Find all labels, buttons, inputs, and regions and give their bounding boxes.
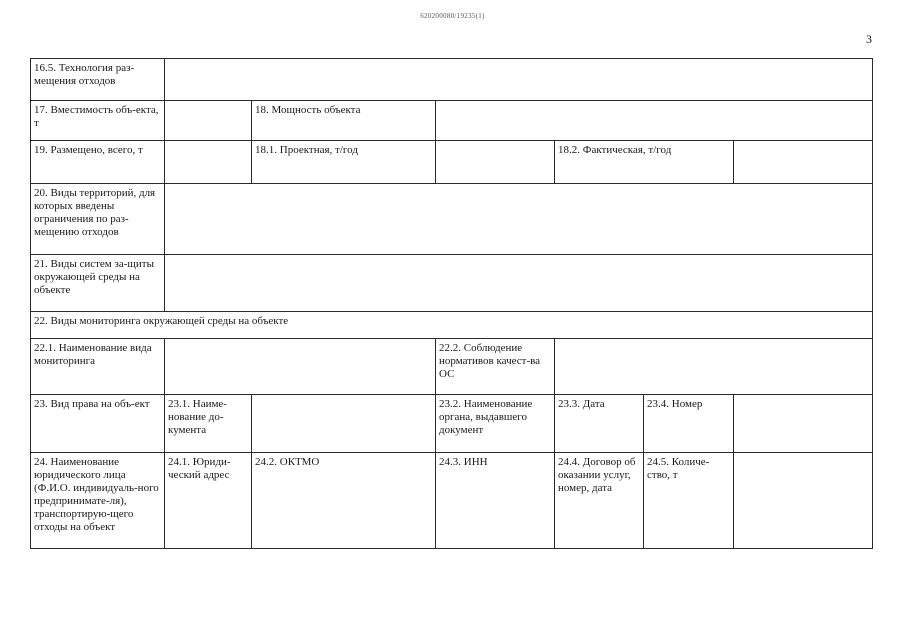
section-heading-22: 22. Виды мониторинга окружающей среды на объекте [31,312,873,339]
field-label-24-1: 24.1. Юриди-ческий адрес [165,453,252,549]
field-label-23-4: 23.4. Номер [644,395,734,453]
field-value-19[interactable] [165,141,252,184]
row-23 [31,395,873,453]
field-value-22-2[interactable] [555,339,873,395]
row-21 [31,255,873,312]
field-label-16-5: 16.5. Технология раз-мещения отходов [31,59,165,101]
field-label-23-3: 23.3. Дата [555,395,644,453]
field-value-16-5[interactable] [165,59,873,101]
field-label-21: 21. Виды систем за-щиты окружающей среды на объекте [31,255,165,312]
row-22 [31,312,873,339]
page-number: 3 [866,32,872,46]
field-value-23-1[interactable] [252,395,436,453]
field-label-24: 24. Наименование юридического лица (Ф.И.О. индивидуаль-ного предпринимате-ля), транспортирую-щего отходы на объект [31,453,165,549]
field-value-20[interactable] [165,184,873,255]
field-label-20: 20. Виды территорий, для которых введены ограничения по раз-мещению отходов [31,184,165,255]
waste-facility-form-table [30,58,873,549]
field-label-22-1: 22.1. Наименование вида мониторинга [31,339,165,395]
field-label-23-1: 23.1. Наиме-нование до-кумента [165,395,252,453]
row-17 [31,101,873,141]
field-value-23-4[interactable] [734,395,873,453]
row-16-5 [31,59,873,101]
row-24 [31,453,873,549]
field-label-18-1: 18.1. Проектная, т/год [252,141,436,184]
document-id: 620200080/19235(1) [420,12,485,20]
field-value-18[interactable] [436,101,873,141]
field-value-18-1[interactable] [436,141,555,184]
field-label-24-5: 24.5. Количе-ство, т [644,453,734,549]
field-value-24-5[interactable] [734,453,873,549]
field-value-17[interactable] [165,101,252,141]
field-label-24-2: 24.2. ОКТМО [252,453,436,549]
field-label-24-4: 24.4. Договор об оказании услуг, номер, дата [555,453,644,549]
field-label-23-2: 23.2. Наименование органа, выдавшего документ [436,395,555,453]
row-20 [31,184,873,255]
row-22-1 [31,339,873,395]
field-label-17: 17. Вместимость объ-екта, т [31,101,165,141]
field-label-24-3: 24.3. ИНН [436,453,555,549]
field-label-18: 18. Мощность объекта [252,101,436,141]
field-label-19: 19. Размещено, всего, т [31,141,165,184]
field-value-21[interactable] [165,255,873,312]
row-19 [31,141,873,184]
field-value-22-1[interactable] [165,339,436,395]
field-value-18-2[interactable] [734,141,873,184]
field-label-18-2: 18.2. Фактическая, т/год [555,141,734,184]
field-label-23: 23. Вид права на объ-ект [31,395,165,453]
field-label-22-2: 22.2. Соблюдение нормативов качест-ва ОС [436,339,555,395]
